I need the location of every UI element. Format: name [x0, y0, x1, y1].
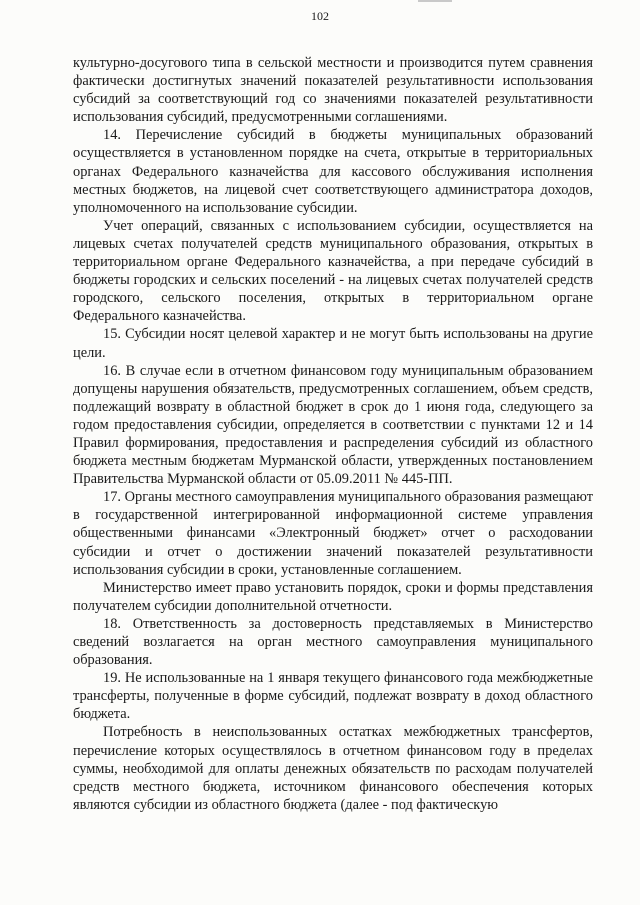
paragraph-continuation: культурно-досугового типа в сельской местности и производится путем сравнения фактически достигнутых значений показателей результативности использования субсидий за соответствующий год со значениями показателей результативности использования субсидий, предусмотренными соглашениями. [73, 55, 593, 126]
page-number: 102 [311, 9, 329, 23]
paragraph-remaining-needs: Потребность в неиспользованных остатках межбюджетных трансфертов, перечисление которых осуществлялось в отчетном финансовом году в пределах суммы, необходимой для оплаты денежных обязательств по расходам получателей средств местного бюджета, источником финансового обеспечения которых являются субсидии из областного бюджета (далее - под фактическую [73, 724, 593, 813]
paragraph-item-16: 16. В случае если в отчетном финансовом году муниципальным образованием допущены нарушения обязательств, предусмотренных соглашением, объем средств, подлежащий возврату в областной бюджет в срок до 1 июня года, следующего за годом предоставления субсидии, определяется в соответствии с пунктами 12 и 14 Правил формирования, предоставления и распределения субсидий из областного бюджета местным бюджетам Мурманской области, утвержденных постановлением Правительства Мурманской области от 05.09.2011 № 445-ПП. [73, 362, 593, 488]
document-body [73, 54, 593, 814]
paragraph-ministry-right: Министерство имеет право установить порядок, сроки и формы представления получателем субсидии дополнительной отчетности. [73, 579, 593, 614]
paragraph-item-17: 17. Органы местного самоуправления муниципального образования размещают в государственной интегрированной информационной системе управления общественными финансами «Электронный бюджет» отчет о расходовании субсидии и отчет о достижении значений показателей результативности использования субсидии в сроки, установленные соглашением. [73, 489, 593, 578]
paragraph-item-19: 19. Не использованные на 1 января текущего финансового года межбюджетные трансферты, полученные в форме субсидий, подлежат возврату в доход областного бюджета. [73, 670, 593, 723]
scan-artifact [418, 0, 452, 2]
paragraph-item-15: 15. Субсидии носят целевой характер и не могут быть использованы на другие цели. [73, 326, 593, 361]
paragraph-item-18: 18. Ответственность за достоверность представляемых в Министерство сведений возлагается на орган местного самоуправления муниципального образования. [73, 615, 593, 669]
paragraph-accounting: Учет операций, связанных с использованием субсидии, осуществляется на лицевых счетах получателей средств муниципального образования, открытых в территориальном органе Федерального казначейства, а при передаче субсидий в бюджеты городских и сельских поселений - на лицевых счетах получателей средств городского, сельского поселения, открытых в территориальном органе Федерального казначейства. [73, 217, 593, 325]
paragraph-item-14: 14. Перечисление субсидий в бюджеты муниципальных образований осуществляется в установленном порядке на счета, открытые в территориальных органах Федерального казначейства для кассового обслуживания исполнения местных бюджетов, на лицевой счет соответствующего администратора доходов, уполномоченного на использование субсидии. [73, 127, 593, 216]
